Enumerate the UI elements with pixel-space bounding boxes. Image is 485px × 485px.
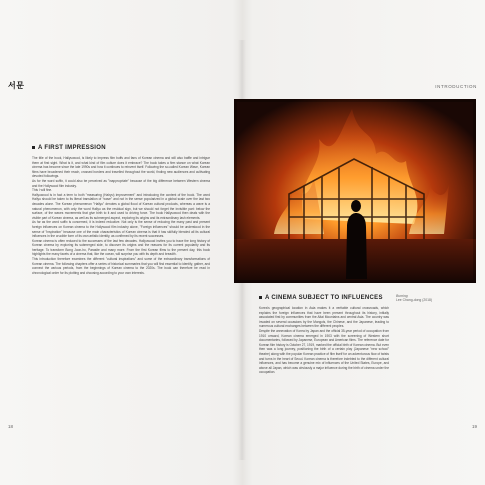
burning-house-photo [234,99,476,283]
heading-square-icon [259,296,262,299]
right-body [259,306,389,375]
paragraph: The title of the book, Hallyuwood, is likely to impress film buffs and fans of Korean cinema and will also baffle and intrigue them at first sight. What is it, and what kind of film culture does it embrace? The book takes a firm stance on what Korean cinema has become since the late 1990s and how it continues to reinvent itself. Following the so-called Korean Wave, Korean films have broadened their reach, crossed borders and travelled throughout the world, finding new audiences and cultivating devoted followings. [32,156,210,179]
caption-credit: Lee Chang-dong (2018) [396,298,433,303]
right-page-number: 19 [471,424,477,429]
paragraph: This introduction therefore examines the different "cultural inspirations" and some of the extraordinary transformations of Korean cinema. The following chapters offer a series of historical summaries that you will find essential to identify, gather, and connect the various periods, from the beginnings of Korean cinema to the 2020s. The book can therefore be read in chronological order for its plotting and choosing according to your own interests. [32,257,210,275]
paragraph: Despite the annexation of Korea by Japan and the official 35-year period of occupation from 1910 onward, Korean cinema emerged in 1903 with the screening of Western short documentaries, followed by Japanese, European and American films. The reference date for Korean film history is October 27, 1919, marked the official birth of Korean cinema. But even then was a long journey, positioning the birth of a certain play (Japanese "new school" theatre) along with the popular Korean practice of film itself for an adventurous flow of twists and turns in the heart of Seoul. Korean cinema is therefore indebted to the different cultural influences, and has become a genuine mix of influences of the United States, Europe, and above all Japan, which was obviously a major influence during the birth of cinema under the occupation. [259,328,389,375]
paragraph: This I will fine. [32,188,53,193]
right-heading-text: A CINEMA SUBJECT TO INFLUENCES [265,295,383,301]
left-heading-text: A FIRST IMPRESSION [38,145,106,151]
left-page-number: 18 [8,424,14,429]
paragraph: Hallyuwood is in fact a term to both "measuring (Halryu) improvement" and introducing the content of the book. The word Hallyu should be taken to its literal translation of "wave" and not in the sense popularized in a global scale over the last two decades alone. The Korean phenomenon "Hallyu" denotes a global flood of Korean cultural products, whereas a wave is a natural phenomenon, with only the word Hallyu as the residual sign, but we should not forget the invisible part: below the surface, of the waves movements that give birth to it and used to driving force. The book Hallyuwood then deals with the visible part of Korean cinema, as well as its submerged aspect, exploring its origins and its extraordinary lash elements. [32,192,210,220]
burning-house-photo-icon [234,99,476,283]
left-page [0,0,240,485]
paragraph: Korea's geographical location in Asia makes it a veritable cultural crossroads, which explains the foreign influences that have been present throughout its history, initially associated first by communities from the Altai Mountains and central Asia. The country was invaded on several occasions by the Mongols, the Chinese, and the Japanese, leading to numerous cultural exchanges between the different peoples. [259,306,389,329]
section-label: 서문 [8,81,25,90]
running-head: INTRODUCTION [435,84,477,89]
left-body [32,156,210,275]
heading-square-icon [32,146,35,149]
left-heading [32,145,106,151]
caption-title: Burning [396,294,408,298]
paragraph: As far as the word suffix is concerned, it is indeed reductive. Not only is the sense of reducing the many past and present foreign influences on Korean cinema to the Hollywood film industry alone, "Foreign influences" should be understood in the sense of "inspiration" because one of the main characteristics of Korean cinema is that it has skilfully blended all its cultural influences in the crucible form of its own artistic identity, as confirmed by its recent successes. [32,220,210,239]
right-heading [259,295,383,301]
photo-caption [396,294,456,303]
paragraph: As for the word suffix, it could also be perceived as "inappropriate" because of the big difference between Western cinema and the Hollywood film industry. [32,178,210,188]
paragraph: Korean cinema is often reduced to the successes of the last few decades. Hallyuwood invites you to trace the long history of Korean cinema by exploring its submerged side, to discover its origins and the reasons for its current popularity and its heritage. To transform Bong Joon-ho, Parasite and many more. From the first Korean films to the present day, this book highlights the many facets of a cinema that, like the ocean, will surprise you with its depth and breadth. [32,238,210,257]
